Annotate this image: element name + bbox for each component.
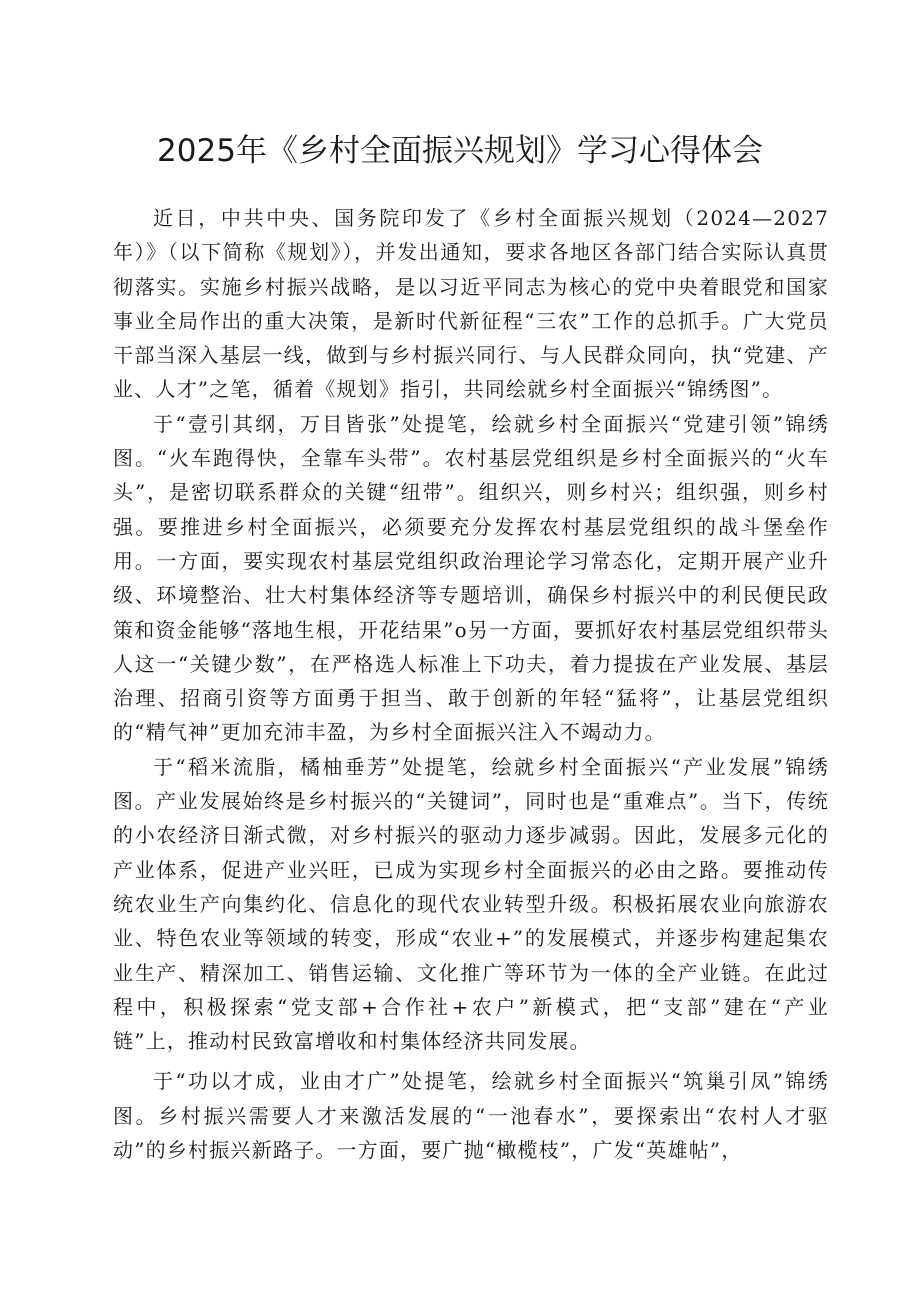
paragraph-intro: 近日，中共中央、国务院印发了《乡村全面振兴规划（2024—2027年）》（以下简称《规划》），并发出通知，要求各地区各部门结合实际认真贯彻落实。实施乡村振兴战略，是以习近平同志为核心的党中央着眼党和国家事业全局作出的重大决策，是新时代新征程“三农”工作的总抓手。广大党员干部当深入基层一线，做到与乡村振兴同行、与人民群众同向，执“党建、产业、人才”之笔，循着《规划》指引，共同绘就乡村全面振兴“锦绣图”。 [113,206,829,402]
document-body [113,201,829,1167]
paragraph-talent: 于“功以才成，业由才广”处提笔，绘就乡村全面振兴“筑巢引凤”锦绣图。乡村振兴需要人才来激活发展的“一池春水”，要探索出“农村人才驱动”的乡村振兴新路子。一方面，要广抛“橄榄枝”，广发“英雄帖”， [113,1069,829,1163]
paragraph-industry-development: 于“稻米流脂，橘柚垂芳”处提笔，绘就乡村全面振兴“产业发展”锦绣图。产业发展始终是乡村振兴的“关键词”，同时也是“重难点”。当下，传统的小农经济日渐式微，对乡村振兴的驱动力逐步减弱。因此，发展多元化的产业体系，促进产业兴旺，已成为实现乡村全面振兴的必由之路。要推动传统农业生产向集约化、信息化的现代农业转型升级。积极拓展农业向旅游农业、特色农业等领域的转变，形成“农业+”的发展模式，并逐步构建起集农业生产、精深加工、销售运输、文化推广等环节为一体的全产业链。在此过程中，积极探索“党支部+合作社+农户”新模式，把“支部”建在“产业链”上，推动村民致富增收和村集体经济共同发展。 [113,754,829,1054]
paragraph-party-building: 于“壹引其纲，万目皆张”处提笔，绘就乡村全面振兴“党建引领”锦绣图。“火车跑得快，全靠车头带”。农村基层党组织是乡村全面振兴的“火车头”，是密切联系群众的关键“纽带”。组织兴，则乡村兴；组织强，则乡村强。要推进乡村全面振兴，必须要充分发挥农村基层党组织的战斗堡垒作用。一方面，要实现农村基层党组织政治理论学习常态化，定期开展产业升级、环境整治、壮大村集体经济等专题培训，确保乡村振兴中的利民便民政策和资金能够“落地生根，开花结果”o另一方面，要抓好农村基层党组织带头人这一“关键少数”，在严格选人标准上下功夫，着力提拔在产业发展、基层治理、招商引资等方面勇于担当、敢于创新的年轻“猛将”，让基层党组织的“精气神”更加充沛丰盈，为乡村全面振兴注入不竭动力。 [113,411,829,745]
document-title: 2025年《乡村全面振兴规划》学习心得体会 [157,133,763,169]
